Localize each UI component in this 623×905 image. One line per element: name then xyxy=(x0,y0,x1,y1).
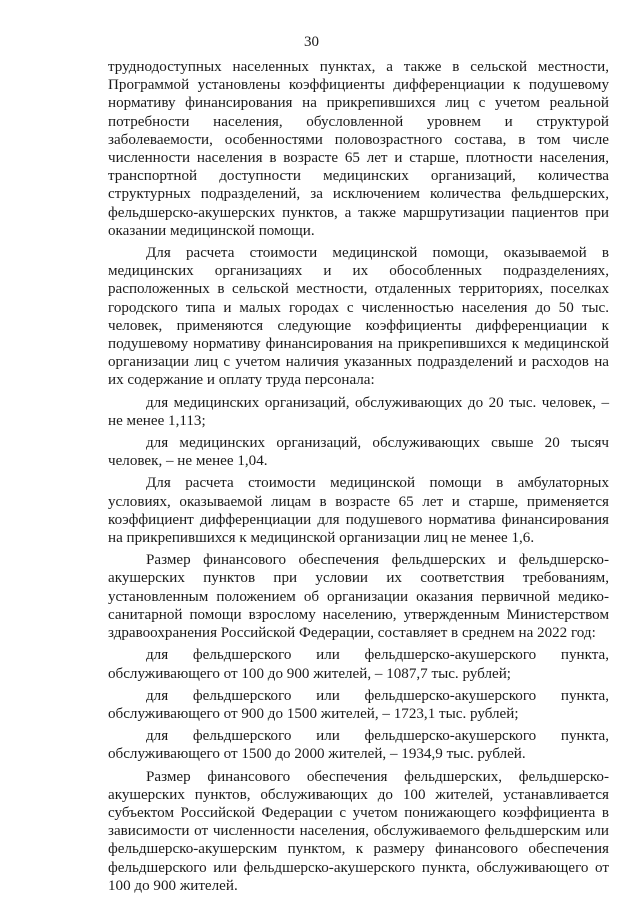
page-number: 30 xyxy=(304,34,319,50)
paragraph-fap-100-900: для фельдшерского или фельдшерско-акушерского пункта, обслуживающего от 100 до 900 жителей, – 1087,7 тыс. рублей; xyxy=(108,647,609,682)
paragraph-fap-under-100: Размер финансового обеспечения фельдшерских, фельдшерско-акушерских пунктов, обслуживающих до 100 жителей, устанавливается субъектом Российской Федерации с учетом понижающего коэффициента в зависимости от численности населения, обслуживаемого фельдшерским или фельдшерско-акушерским пунктом, к размеру финансового обеспечения фельдшерского или фельдшерско-акушерского пункта, обслуживающего от 100 до 900 жителей. xyxy=(108,768,609,894)
paragraph-age-65-coefficient: Для расчета стоимости медицинской помощи в амбулаторных условиях, оказываемой лицам в возрасте 65 лет и старше, применяется коэффициент дифференциации для подушевого норматива финансирования на прикрепившихся к медицинской организации лиц не менее 1,6. xyxy=(108,475,609,547)
paragraph-up-to-20k: для медицинских организаций, обслуживающих до 20 тыс. человек, – не менее 1,113; xyxy=(108,394,609,429)
paragraph-rural-coefficients: Для расчета стоимости медицинской помощи, оказываемой в медицинских организациях и их обособленных подразделениях, расположенных в сельской местности, отдаленных территориях, поселках городского типа и малых городах с численностью населения до 50 тыс. человек, применяются следующие коэффициенты дифференциации к подушевому нормативу финансирования на прикрепившихся к медицинской организации лиц с учетом наличия указанных подразделений и расходов на их содержание и оплату труда персонала: xyxy=(108,245,609,389)
paragraph-continuation: труднодоступных населенных пунктах, а также в сельской местности, Программой установлены коэффициенты дифференциации к подушевому нормативу финансирования на прикрепившихся лиц с учетом реальной потребности населения, обусловленной уровнем и структурой заболеваемости, особенностями половозрастного состава, в том числе численности населения в возрасте 65 лет и старше, плотности населения, транспортной доступности медицинских организаций, количества структурных подразделений, за исключением количества фельдшерских, фельдшерско-акушерских пунктов, а также маршрутизации пациентов при оказании медицинской помощи. xyxy=(108,59,609,239)
document-body xyxy=(108,58,609,899)
paragraph-fap-1500-2000: для фельдшерского или фельдшерско-акушерского пункта, обслуживающего от 1500 до 2000 жителей, – 1934,9 тыс. рублей. xyxy=(108,728,609,763)
paragraph-over-20k: для медицинских организаций, обслуживающих свыше 20 тысяч человек, – не менее 1,04. xyxy=(108,435,609,470)
paragraph-fap-900-1500: для фельдшерского или фельдшерско-акушерского пункта, обслуживающего от 900 до 1500 жителей, – 1723,1 тыс. рублей; xyxy=(108,687,609,722)
paragraph-fap-funding: Размер финансового обеспечения фельдшерских и фельдшерско-акушерских пунктов при условии их соответствия требованиям, установленным положением об организации оказания первичной медико-санитарной помощи взрослому населению, утвержденным Министерством здравоохранения Российской Федерации, составляет в среднем на 2022 год: xyxy=(108,552,609,642)
